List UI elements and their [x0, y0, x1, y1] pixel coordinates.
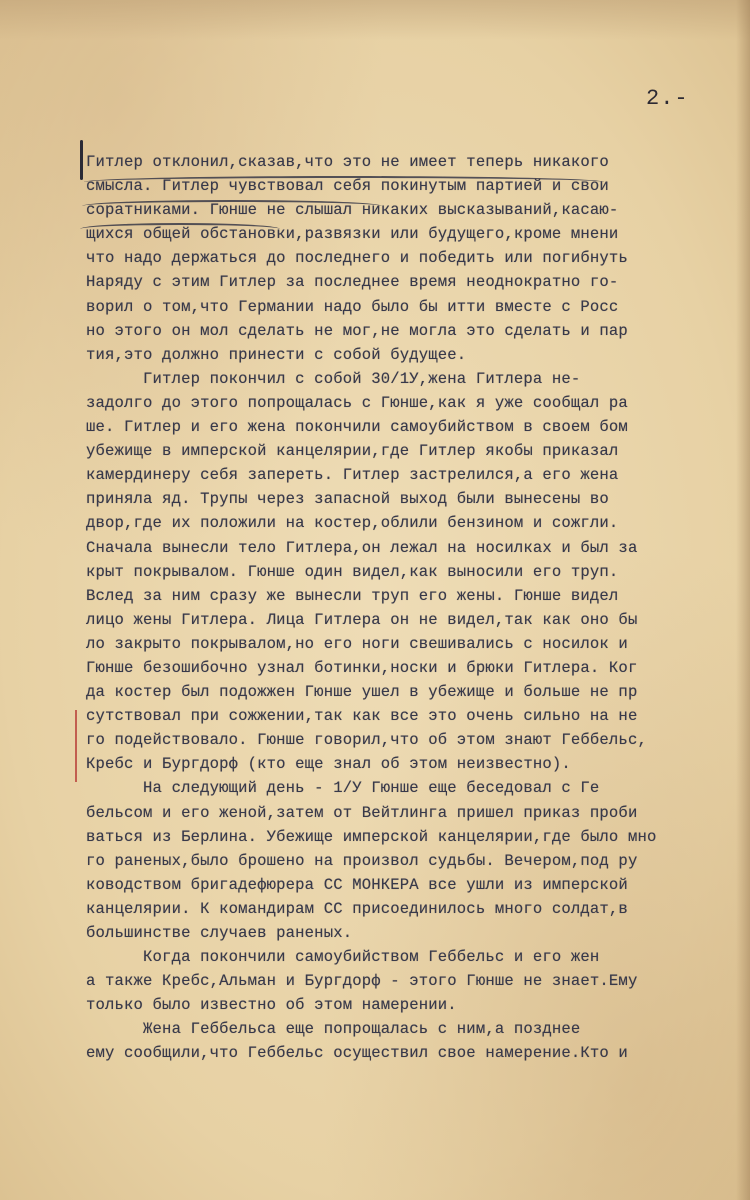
text-line: Когда покончили самоубийством Геббельс и его жен	[86, 948, 600, 967]
text-line: ководством бригадефюрера СС МОНКЕРА все ушли из имперской	[86, 875, 628, 894]
text-line: убежище в имперской канцелярии,где Гитлер якобы приказал	[86, 442, 619, 461]
text-line: Гитлер покончил с собой 30/1У,жена Гитлера не-	[86, 369, 581, 388]
text-line: Гюнше безошибочно узнал ботинки,носки и брюки Гитлера. Ког	[86, 658, 638, 677]
text-line: что надо держаться до последнего и победить или погибнуть	[86, 249, 628, 268]
text-line: задолго до этого попрощалась с Гюнше,как я уже сообщал ра	[86, 393, 628, 412]
text-line: большинстве случаев раненых.	[86, 924, 353, 942]
text-line: крыт покрывалом. Гюнше один видел,как выносили его труп.	[86, 562, 619, 581]
text-line: Наряду с этим Гитлер за последнее время неоднократно го-	[86, 273, 619, 292]
text-line: но этого он мол сделать не мог,не могла это сделать и пар	[86, 321, 628, 340]
text-line: го подействовало. Гюнше говорил,что об этом знают Геббельс,	[86, 731, 647, 750]
text-line: ше. Гитлер и его жена покончили самоубийством в своем бом	[86, 418, 628, 437]
text-line: соратниками. Гюнше не слышал никаких высказываний,касаю-	[86, 201, 619, 220]
margin-red-pencil-mark	[75, 710, 77, 782]
text-line: да костер был подожжен Гюнше ушел в убежище и больше не пр	[86, 683, 638, 702]
text-line: камердинеру себя запереть. Гитлер застрелился,а его жена	[86, 466, 619, 485]
typed-text-body	[86, 150, 750, 1066]
text-line: Гитлер отклонил,сказав,что это не имеет теперь никакого	[86, 153, 609, 171]
text-line: двор,где их положили на костер,облили бензином и сожгли.	[86, 514, 619, 533]
text-line: На следующий день - 1/У Гюнше еще беседовал с Ге	[86, 779, 600, 798]
text-line: Вслед за ним сразу же вынесли труп его жены. Гюнше видел	[86, 586, 619, 605]
text-line: щихся общей обстановки,развязки или будущего,кроме мнени	[86, 225, 619, 244]
text-line: только было известно об этом намерении.	[86, 996, 457, 1015]
page-number: 2.-	[646, 86, 689, 111]
text-line: Жена Геббельса еще попрощалась с ним,а позднее	[86, 1020, 581, 1039]
text-line: смысла. Гитлер чувствовал себя покинутым партией и свои	[86, 177, 609, 196]
torn-top-edge	[0, 0, 750, 40]
text-line: бельсом и его женой,затем от Вейтлинга пришел приказ проби	[86, 803, 638, 822]
text-line: ему сообщили,что Геббельс осуществил свое намерение.Кто и	[86, 1044, 628, 1063]
text-line: ло закрыто покрывалом,но его ноги свешивались с носилок и	[86, 634, 628, 653]
text-line: канцелярии. К командирам СС присоединилось много солдат,в	[86, 899, 628, 918]
text-line: тия,это должно принести с собой будущее.	[86, 345, 467, 364]
text-line: Кребс и Бургдорф (кто еще знал об этом неизвестно).	[86, 755, 571, 774]
margin-bracket-mark	[80, 140, 83, 180]
text-line: лицо жены Гитлера. Лица Гитлера он не видел,так как оно бы	[86, 610, 638, 629]
text-line: ворил о том,что Германии надо было бы итти вместе с Росс	[86, 297, 619, 316]
text-line: го раненых,было брошено на произвол судьбы. Вечером,под ру	[86, 851, 638, 870]
text-line: ваться из Берлина. Убежище имперской канцелярии,где было мно	[86, 827, 657, 846]
text-line: а также Кребс,Альман и Бургдорф - этого Гюнше не знает.Ему	[86, 972, 638, 991]
text-line: Сначала вынесли тело Гитлера,он лежал на носилках и был за	[86, 538, 638, 557]
text-line: сутствовал при сожжении,так как все это очень сильно на не	[86, 707, 638, 726]
text-line: приняла яд. Трупы через запасной выход были вынесены во	[86, 490, 609, 509]
